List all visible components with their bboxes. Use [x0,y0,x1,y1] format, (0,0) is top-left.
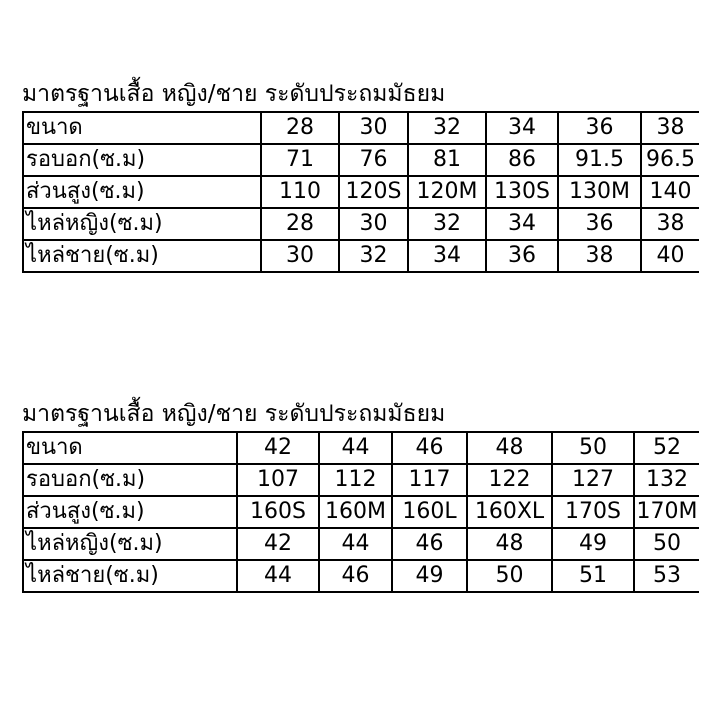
table-row [23,144,699,176]
table-cell: 38 [641,208,699,240]
size-chart-1-title: มาตรฐานเสื้อ หญิง/ชาย ระดับประถมมัธยม [22,81,446,107]
table-row [23,176,699,208]
table-cell: 44 [319,528,392,560]
table-cell: 122 [467,464,552,496]
table-cell: 34 [486,112,558,144]
table-cell: 36 [486,240,558,272]
table-row [23,496,699,528]
table-cell: 50 [552,432,634,464]
row-label: ส่วนสูง(ซ.ม) [23,496,237,528]
table-cell: 46 [392,528,467,560]
table-row [23,464,699,496]
table-cell: 160L [392,496,467,528]
table-cell: 127 [552,464,634,496]
table-cell: 32 [408,208,486,240]
table-cell: 50 [634,528,699,560]
table-cell: 28 [261,112,339,144]
table-cell: 34 [408,240,486,272]
table-cell: 30 [339,208,408,240]
table-cell: 107 [237,464,319,496]
table-cell: 120S [339,176,408,208]
table-cell: 120M [408,176,486,208]
row-label: ไหล่หญิง(ซ.ม) [23,208,261,240]
table-cell: 170M [634,496,699,528]
size-table-2 [22,431,699,593]
table-cell: 28 [261,208,339,240]
row-label: รอบอก(ซ.ม) [23,144,261,176]
table-cell: 36 [558,112,641,144]
table-row [23,112,699,144]
row-label: ไหล่ชาย(ซ.ม) [23,240,261,272]
row-label: รอบอก(ซ.ม) [23,464,237,496]
size-table-1 [22,111,699,273]
table-cell: 40 [641,240,699,272]
row-label: ไหล่ชาย(ซ.ม) [23,560,237,592]
table-cell: 46 [392,432,467,464]
table-row [23,432,699,464]
table-cell: 49 [392,560,467,592]
table-cell: 160M [319,496,392,528]
table-cell: 46 [319,560,392,592]
table-cell: 86 [486,144,558,176]
table-cell: 81 [408,144,486,176]
table-cell: 44 [237,560,319,592]
table-cell: 38 [558,240,641,272]
table-cell: 160S [237,496,319,528]
table-row [23,560,699,592]
table-cell: 96.5 [641,144,699,176]
table-cell: 91.5 [558,144,641,176]
row-label: ขนาด [23,112,261,144]
table-cell: 32 [408,112,486,144]
table-cell: 160XL [467,496,552,528]
table-cell: 36 [558,208,641,240]
table-cell: 110 [261,176,339,208]
table-cell: 51 [552,560,634,592]
table-cell: 32 [339,240,408,272]
table-cell: 42 [237,528,319,560]
table-cell: 140 [641,176,699,208]
table-cell: 71 [261,144,339,176]
table-cell: 117 [392,464,467,496]
size-chart-1 [22,80,699,273]
table-cell: 130M [558,176,641,208]
table-cell: 30 [261,240,339,272]
row-label: ไหล่หญิง(ซ.ม) [23,528,237,560]
table-cell: 76 [339,144,408,176]
table-cell: 38 [641,112,699,144]
table-cell: 49 [552,528,634,560]
table-row [23,528,699,560]
row-label: ส่วนสูง(ซ.ม) [23,176,261,208]
table-row [23,208,699,240]
table-cell: 132 [634,464,699,496]
table-cell: 130S [486,176,558,208]
size-chart-2 [22,400,699,593]
row-label: ขนาด [23,432,237,464]
table-cell: 44 [319,432,392,464]
table-cell: 112 [319,464,392,496]
table-cell: 30 [339,112,408,144]
size-chart-2-title: มาตรฐานเสื้อ หญิง/ชาย ระดับประถมมัธยม [22,401,446,427]
table-cell: 42 [237,432,319,464]
table-cell: 50 [467,560,552,592]
table-row [23,240,699,272]
table-cell: 170S [552,496,634,528]
table-cell: 48 [467,528,552,560]
table-cell: 52 [634,432,699,464]
table-cell: 53 [634,560,699,592]
table-cell: 48 [467,432,552,464]
table-cell: 34 [486,208,558,240]
